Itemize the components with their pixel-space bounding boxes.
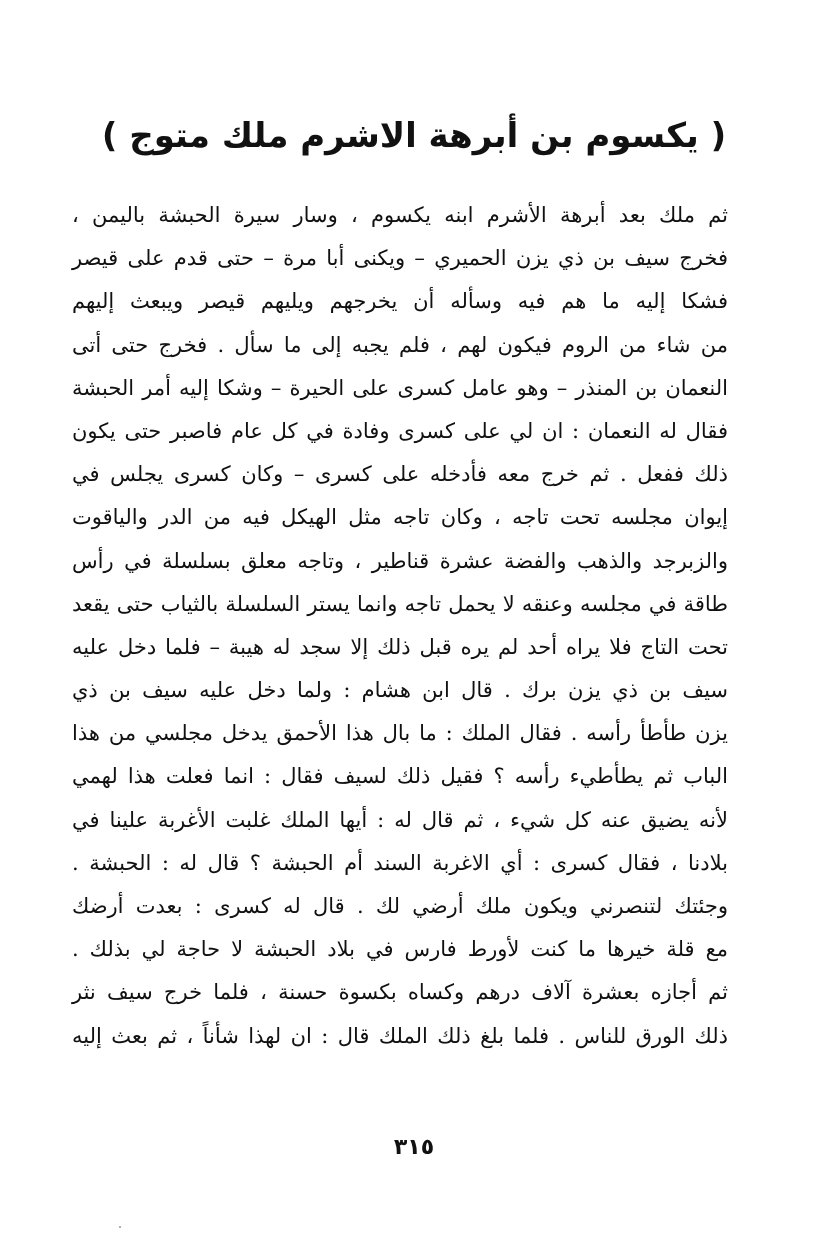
scan-speck [119,1226,121,1228]
text-line: والزبرجد والذهب والفضة عشرة قناطير ، وتاجه معلق بسلسلة في رأس [72,548,728,573]
text-line: فقال له النعمان : ان لي على كسرى وفادة في كل عام فاصبر حتى يكون [72,418,728,443]
text-line: لأنه يضيق عنه كل شيء ، ثم قال له : أيها الملك غلبت الأغربة علينا في [72,807,728,832]
text-line: ذلك ففعل . ثم خرج معه فأدخله على كسرى – وكان كسرى يجلس في [72,462,728,487]
text-line: من شاء من الروم فيكون لهم ، فلم يجبه إلى ما سأل . فخرج حتى أتى [72,332,728,357]
text-line: طاقة في مجلسه وعنقه لا يحمل تاجه وانما يستر السلسلة بالثياب حتى يقعد [72,591,728,616]
text-line: إيوان مجلسه تحت تاجه ، وكان تاجه مثل الهيكل فيه من الدر والياقوت [72,505,728,530]
text-line: ذلك الورق للناس . فلما بلغ ذلك الملك قال : ان لهذا شأناً ، ثم بعث إليه [72,1023,728,1048]
page-number: ٣١٥ [393,1135,435,1160]
text-line: الباب ثم يطأطيء رأسه ؟ فقيل ذلك لسيف فقال : انما فعلت هذا لهمي [72,764,728,789]
text-line: فخرج سيف بن ذي يزن الحميري – ويكنى أبا مرة – حتى قدم على قيصر [72,246,728,271]
text-line: فشكا إليه ما هم فيه وسأله أن يخرجهم ويليهم قيصر ويبعث إليهم [72,289,728,314]
chapter-title: ( يكسوم بن أبرهة الاشرم ملك متوج ) [101,116,727,156]
text-line: ثم أجازه بعشرة آلاف درهم وكساه بكسوة حسنة ، فلما خرج سيف نثر [72,980,728,1005]
text-line: سيف بن ذي يزن برك . قال ابن هشام : ولما دخل عليه سيف بن ذي [72,678,728,703]
text-line: وجئتك لتنصرني ويكون ملك أرضي لك . قال له كسرى : بعدت أرضك [72,894,728,918]
text-line: بلادنا ، فقال كسرى : أي الاغربة السند أم الحبشة ؟ قال له : الحبشة . [72,850,728,875]
text-line: مع قلة خيرها ما كنت لأورط فارس في بلاد الحبشة لا حاجة لي بذلك . [72,937,728,962]
text-line: تحت التاج فلا يراه أحد لم يره قبل ذلك إلا سجد له هيبة – فلما دخل عليه [72,634,728,659]
text-line: ثم ملك بعد أبرهة الأشرم ابنه يكسوم ، وسار سيرة الحبشة باليمن ، [72,203,728,227]
body-text [72,194,728,1058]
text-line: يزن طأطأ رأسه . فقال الملك : ما بال هذا الأحمق يدخل مجلسي من هذا [72,721,728,746]
text-line: النعمان بن المنذر – وهو عامل كسرى على الحيرة – وشكا إليه أمر الحبشة [72,375,728,400]
